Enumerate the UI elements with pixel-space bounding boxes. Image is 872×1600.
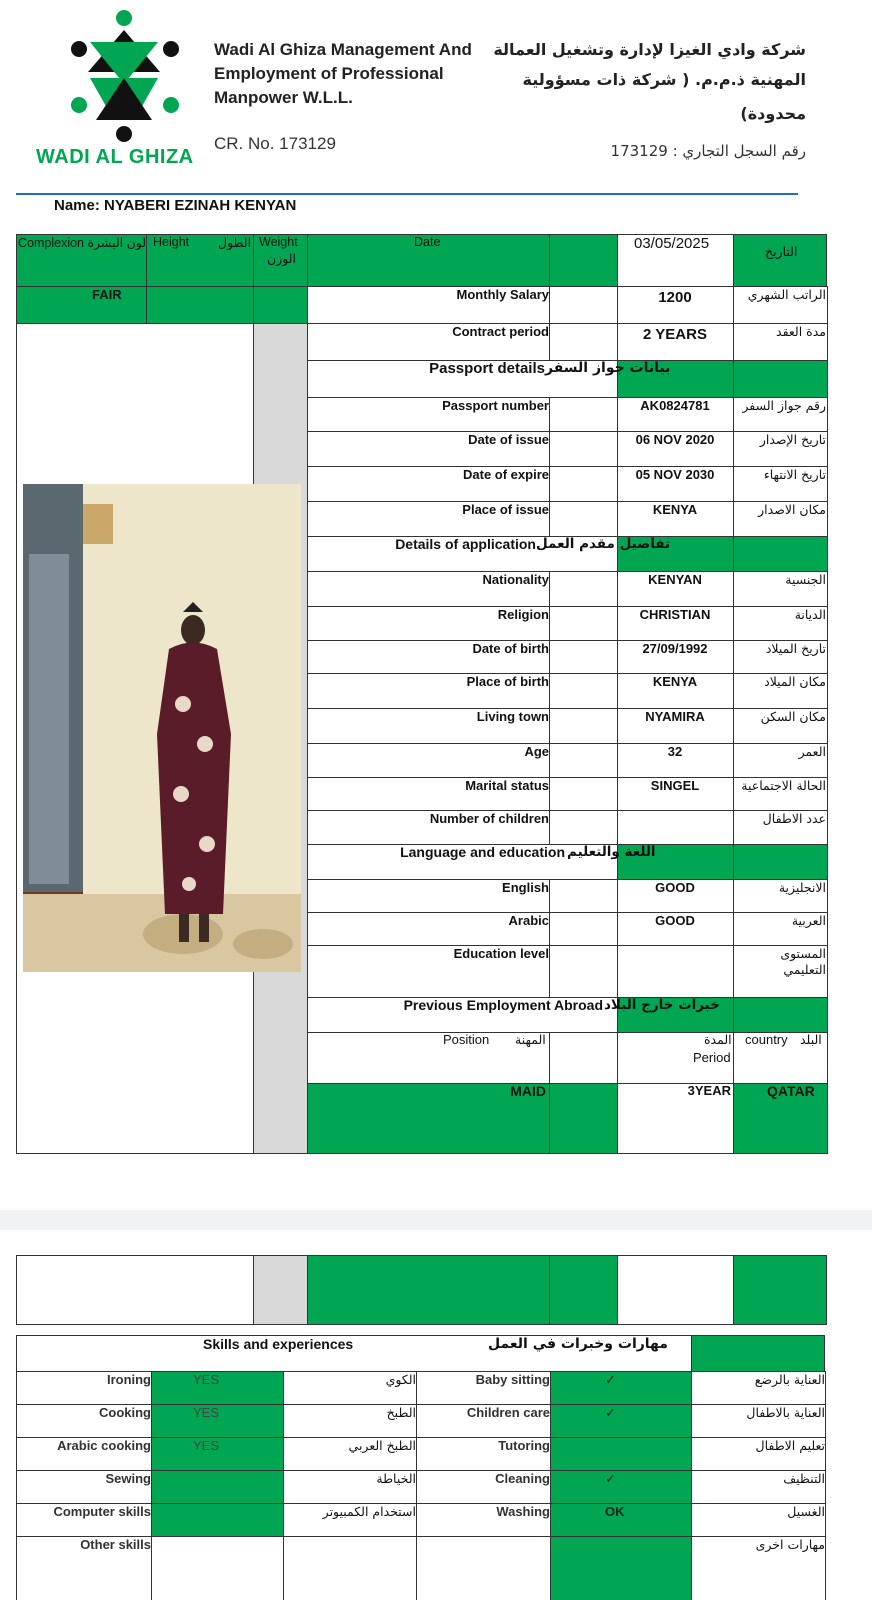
date-ar: التاريخ (765, 244, 798, 259)
employment-period: 3YEAR (687, 1083, 731, 1098)
date-value: 03/05/2025 (634, 235, 710, 252)
passport-row-3-mid-cell (549, 501, 618, 537)
page2-top-white-cell (617, 1255, 734, 1325)
language-row-education-label: Education level (453, 946, 549, 961)
skill-row-5-right-value-cell (550, 1536, 692, 1600)
applicant-photo (23, 484, 301, 972)
skills-header-en: Skills and experiences (203, 1336, 354, 1352)
page-separator (0, 1210, 872, 1230)
skill-row-2-right-value-cell (550, 1437, 692, 1471)
application-section-en: Details of application (395, 536, 536, 552)
skill-row-1-left-value: YES (193, 1405, 220, 1420)
application-row-6-mid-cell (549, 777, 618, 811)
employment-section-green-end (733, 997, 828, 1033)
page2-top-green-cell-3 (733, 1255, 827, 1325)
language-row-education-value-cell (617, 945, 734, 998)
application-row-4-mid-cell (549, 708, 618, 744)
weight-header: Weight (259, 235, 298, 249)
application-row-3-mid-cell (549, 673, 618, 709)
application-row-2-ar: تاريخ الميلاد (765, 641, 826, 656)
employment-country-header: country (745, 1032, 788, 1047)
skill-row-5-left-value-cell (151, 1536, 284, 1600)
language-row-0-value: GOOD (655, 880, 695, 895)
language-row-0-ar: الانجليزية (778, 880, 826, 895)
language-row-education-mid-cell (549, 945, 618, 998)
skills-header-green-cell (691, 1335, 825, 1372)
employment-country-header-ar: البلد (800, 1032, 822, 1047)
complexion-header: Complexion لون البشرة (18, 236, 147, 250)
application-row-1-mid-cell (549, 606, 618, 641)
language-row-0-label: English (502, 880, 549, 895)
language-row-1-label: Arabic (508, 913, 549, 928)
passport-row-2-mid-cell (549, 466, 618, 502)
employment-period-header-ar: المدة (704, 1032, 732, 1047)
company-name-ar-line2: المهنية ذ.م.م. ( شركة ذات مسؤولية (522, 70, 806, 89)
page2-top-green-cell-2 (549, 1255, 618, 1325)
skill-row-0-right-ar: العناية بالرضع (754, 1372, 825, 1387)
skill-row-3-left-label: Sewing (105, 1471, 151, 1486)
skill-row-4-right-ar: الغسيل (787, 1504, 825, 1519)
skill-row-2-left-value: YES (193, 1438, 220, 1453)
application-row-3-value: KENYA (652, 674, 698, 689)
skill-row-3-right-value: ✓ (605, 1471, 616, 1486)
company-name-en-line3: Manpower W.L.L. (214, 88, 353, 107)
application-row-3-label: Place of birth (466, 674, 549, 689)
employment-position-header-cell (307, 1032, 550, 1084)
salary-mid-cell (549, 286, 618, 324)
company-name-ar-line3: محدودة) (740, 104, 806, 123)
salary-ar: الراتب الشهري (747, 287, 826, 302)
skill-row-0-left-label: Ironing (106, 1372, 151, 1387)
header-rule (16, 193, 798, 195)
passport-row-0-label: Passport number (442, 398, 549, 413)
skill-row-3-right-value-cell (550, 1470, 692, 1504)
contract-label: Contract period (452, 324, 549, 339)
language-section-en: Language and education (400, 844, 565, 860)
application-row-5-value: 32 (667, 744, 683, 759)
logo-text: WADI AL GHIZA (36, 146, 194, 168)
date-label: Date (414, 235, 441, 249)
employment-position-header: Position (443, 1032, 490, 1047)
page2-top-gray-cell (253, 1255, 308, 1325)
skill-row-1-right-ar: العناية بالاطفال (746, 1405, 825, 1420)
passport-row-0-value: AK0824781 (640, 398, 710, 413)
contract-ar: مدة العقد (776, 324, 826, 339)
skill-row-3-right-label: Cleaning (495, 1471, 550, 1486)
skill-row-1-right-label: Children care (466, 1405, 550, 1420)
application-row-7-label: Number of children (429, 811, 549, 826)
passport-row-2-label: Date of expire (463, 467, 549, 482)
passport-row-2-ar: تاريخ الانتهاء (763, 467, 826, 482)
application-row-5-mid-cell (549, 743, 618, 778)
application-row-4-ar: مكان السكن (760, 709, 826, 724)
skill-row-3-left-ar: الخياطة (376, 1471, 416, 1486)
passport-row-2-value: 05 NOV 2030 (635, 467, 715, 482)
skill-row-4-left-value-cell (151, 1503, 284, 1537)
company-name-ar-line1: شركة وادي الغيزا لإدارة وتشغيل العمالة (493, 40, 806, 59)
passport-section-en: Passport details (429, 360, 545, 377)
height-value-cell (146, 286, 254, 324)
employment-mid-cell (549, 1083, 618, 1154)
skill-row-3-right-ar: التنظيف (783, 1471, 825, 1486)
skill-row-5-left-ar-cell (283, 1536, 417, 1600)
passport-section-green-end (733, 360, 828, 398)
skill-row-0-right-value-cell (550, 1371, 692, 1405)
height-header: Height (153, 235, 190, 249)
application-section-green-end (733, 536, 828, 572)
company-cr-en: CR. No. 173129 (214, 134, 336, 153)
salary-label: Monthly Salary (456, 287, 549, 302)
application-row-1-value: CHRISTIAN (639, 607, 711, 622)
passport-row-3-label: Place of issue (462, 502, 549, 517)
skill-row-2-right-ar: تعليم الاطفال (755, 1438, 825, 1453)
application-row-5-label: Age (524, 744, 549, 759)
company-name-en-line2: Employment of Professional (214, 64, 444, 83)
application-row-7-ar: عدد الاطفال (762, 811, 826, 826)
employment-mid-header-cell (549, 1032, 618, 1084)
application-row-0-value: KENYAN (648, 572, 702, 587)
employment-country: QATAR (767, 1083, 815, 1099)
employment-period-header: Period (693, 1050, 731, 1065)
skill-row-5-right-label-cell (416, 1536, 551, 1600)
skill-row-4-right-value: OK (605, 1504, 625, 1519)
company-name-en-line1: Wadi Al Ghiza Management And (214, 40, 472, 59)
passport-row-3-ar: مكان الاصدار (758, 502, 826, 517)
skill-row-1-left-ar: الطبخ (386, 1405, 416, 1420)
date-ar-cell (733, 234, 827, 287)
application-row-3-ar: مكان الميلاد (764, 674, 826, 689)
language-section-green-end (733, 844, 828, 880)
skill-row-4-left-ar: استخدام الكمبيوتر (322, 1504, 416, 1519)
height-header-ar: الطول (218, 235, 252, 250)
passport-section-ar: بيانات جواز السفر (545, 360, 671, 376)
skill-row-5-left-label: Other skills (80, 1537, 151, 1552)
application-section-ar: تفاصيل مقدم العمل (536, 536, 671, 552)
application-row-2-value: 27/09/1992 (642, 641, 708, 656)
passport-row-1-ar: تاريخ الإصدار (759, 432, 826, 447)
language-section-ar: اللغة والتعليم (567, 844, 656, 860)
page2-top-left-cell (16, 1255, 254, 1325)
skill-row-2-left-label: Arabic cooking (57, 1438, 151, 1453)
skill-row-2-left-ar: الطبخ العربي (348, 1438, 416, 1453)
application-row-6-label: Marital status (465, 778, 549, 793)
application-row-6-ar: الحالة الاجتماعية (741, 778, 826, 793)
application-row-4-label: Living town (476, 709, 549, 724)
skill-row-0-left-ar: الكوي (385, 1372, 416, 1387)
application-row-5-ar: العمر (798, 744, 826, 759)
passport-row-0-ar: رقم جواز السفر (742, 398, 826, 413)
complexion-value: FAIR (92, 287, 122, 302)
complexion-value-cell (16, 286, 147, 324)
skills-header-ar: مهارات وخبرات في العمل (488, 1336, 668, 1352)
employment-position: MAID (510, 1083, 546, 1099)
skill-row-4-right-label: Washing (496, 1504, 550, 1519)
application-row-0-label: Nationality (482, 572, 549, 587)
application-row-2-label: Date of birth (472, 641, 549, 656)
language-row-0-mid-cell (549, 879, 618, 913)
company-cr-ar: رقم السجل التجاري : 173129 (610, 142, 806, 160)
skill-row-2-right-label: Tutoring (498, 1438, 550, 1453)
application-row-7-mid-cell (549, 810, 618, 845)
contract-value: 2 YEARS (643, 326, 707, 343)
salary-value: 1200 (658, 289, 692, 306)
logo-emblem-icon (60, 6, 190, 148)
language-row-1-value: GOOD (655, 913, 695, 928)
page2-top-green-cell-1 (307, 1255, 550, 1325)
application-row-7-value-cell (617, 810, 734, 845)
language-row-education-ar: المستوى التعليمي (780, 946, 826, 977)
employment-section-ar: خبرات خارج البلاد (604, 997, 720, 1013)
applicant-name: Name: NYABERI EZINAH KENYAN (54, 197, 297, 214)
passport-row-1-mid-cell (549, 431, 618, 467)
contract-mid-cell (549, 323, 618, 361)
passport-row-1-label: Date of issue (468, 432, 549, 447)
skill-row-0-right-value: ✓ (605, 1372, 616, 1387)
application-row-1-label: Religion (497, 607, 549, 622)
application-row-0-ar: الجنسية (785, 572, 826, 587)
passport-row-0-mid-cell (549, 397, 618, 432)
application-row-6-value: SINGEL (650, 778, 700, 793)
application-row-0-mid-cell (549, 571, 618, 607)
skill-row-1-left-label: Cooking (99, 1405, 151, 1420)
employment-position-header-ar: المهنة (515, 1032, 546, 1047)
skill-row-1-right-value: ✓ (605, 1405, 616, 1420)
weight-header-ar: الوزن (267, 251, 296, 266)
passport-row-1-value: 06 NOV 2020 (635, 432, 715, 447)
application-row-5-label-cell (307, 743, 550, 778)
application-row-4-value: NYAMIRA (645, 709, 705, 724)
language-row-1-mid-cell (549, 912, 618, 946)
passport-row-3-value: KENYA (652, 502, 698, 517)
skill-row-0-right-label: Baby sitting (475, 1372, 550, 1387)
application-row-1-ar: الديانة (794, 607, 826, 622)
skill-row-4-left-label: Computer skills (53, 1504, 151, 1519)
company-logo (60, 6, 190, 148)
skill-row-0-left-value: YES (193, 1372, 220, 1387)
application-row-2-mid-cell (549, 640, 618, 674)
skill-row-5-right-ar: مهارات اخرى (755, 1537, 825, 1552)
employment-section-en: Previous Employment Abroad (403, 997, 603, 1013)
skill-row-3-left-value-cell (151, 1470, 284, 1504)
date-mid-cell (549, 234, 618, 287)
skill-row-1-right-value-cell (550, 1404, 692, 1438)
weight-value-cell (253, 286, 308, 324)
language-row-1-ar: العربية (791, 913, 826, 928)
